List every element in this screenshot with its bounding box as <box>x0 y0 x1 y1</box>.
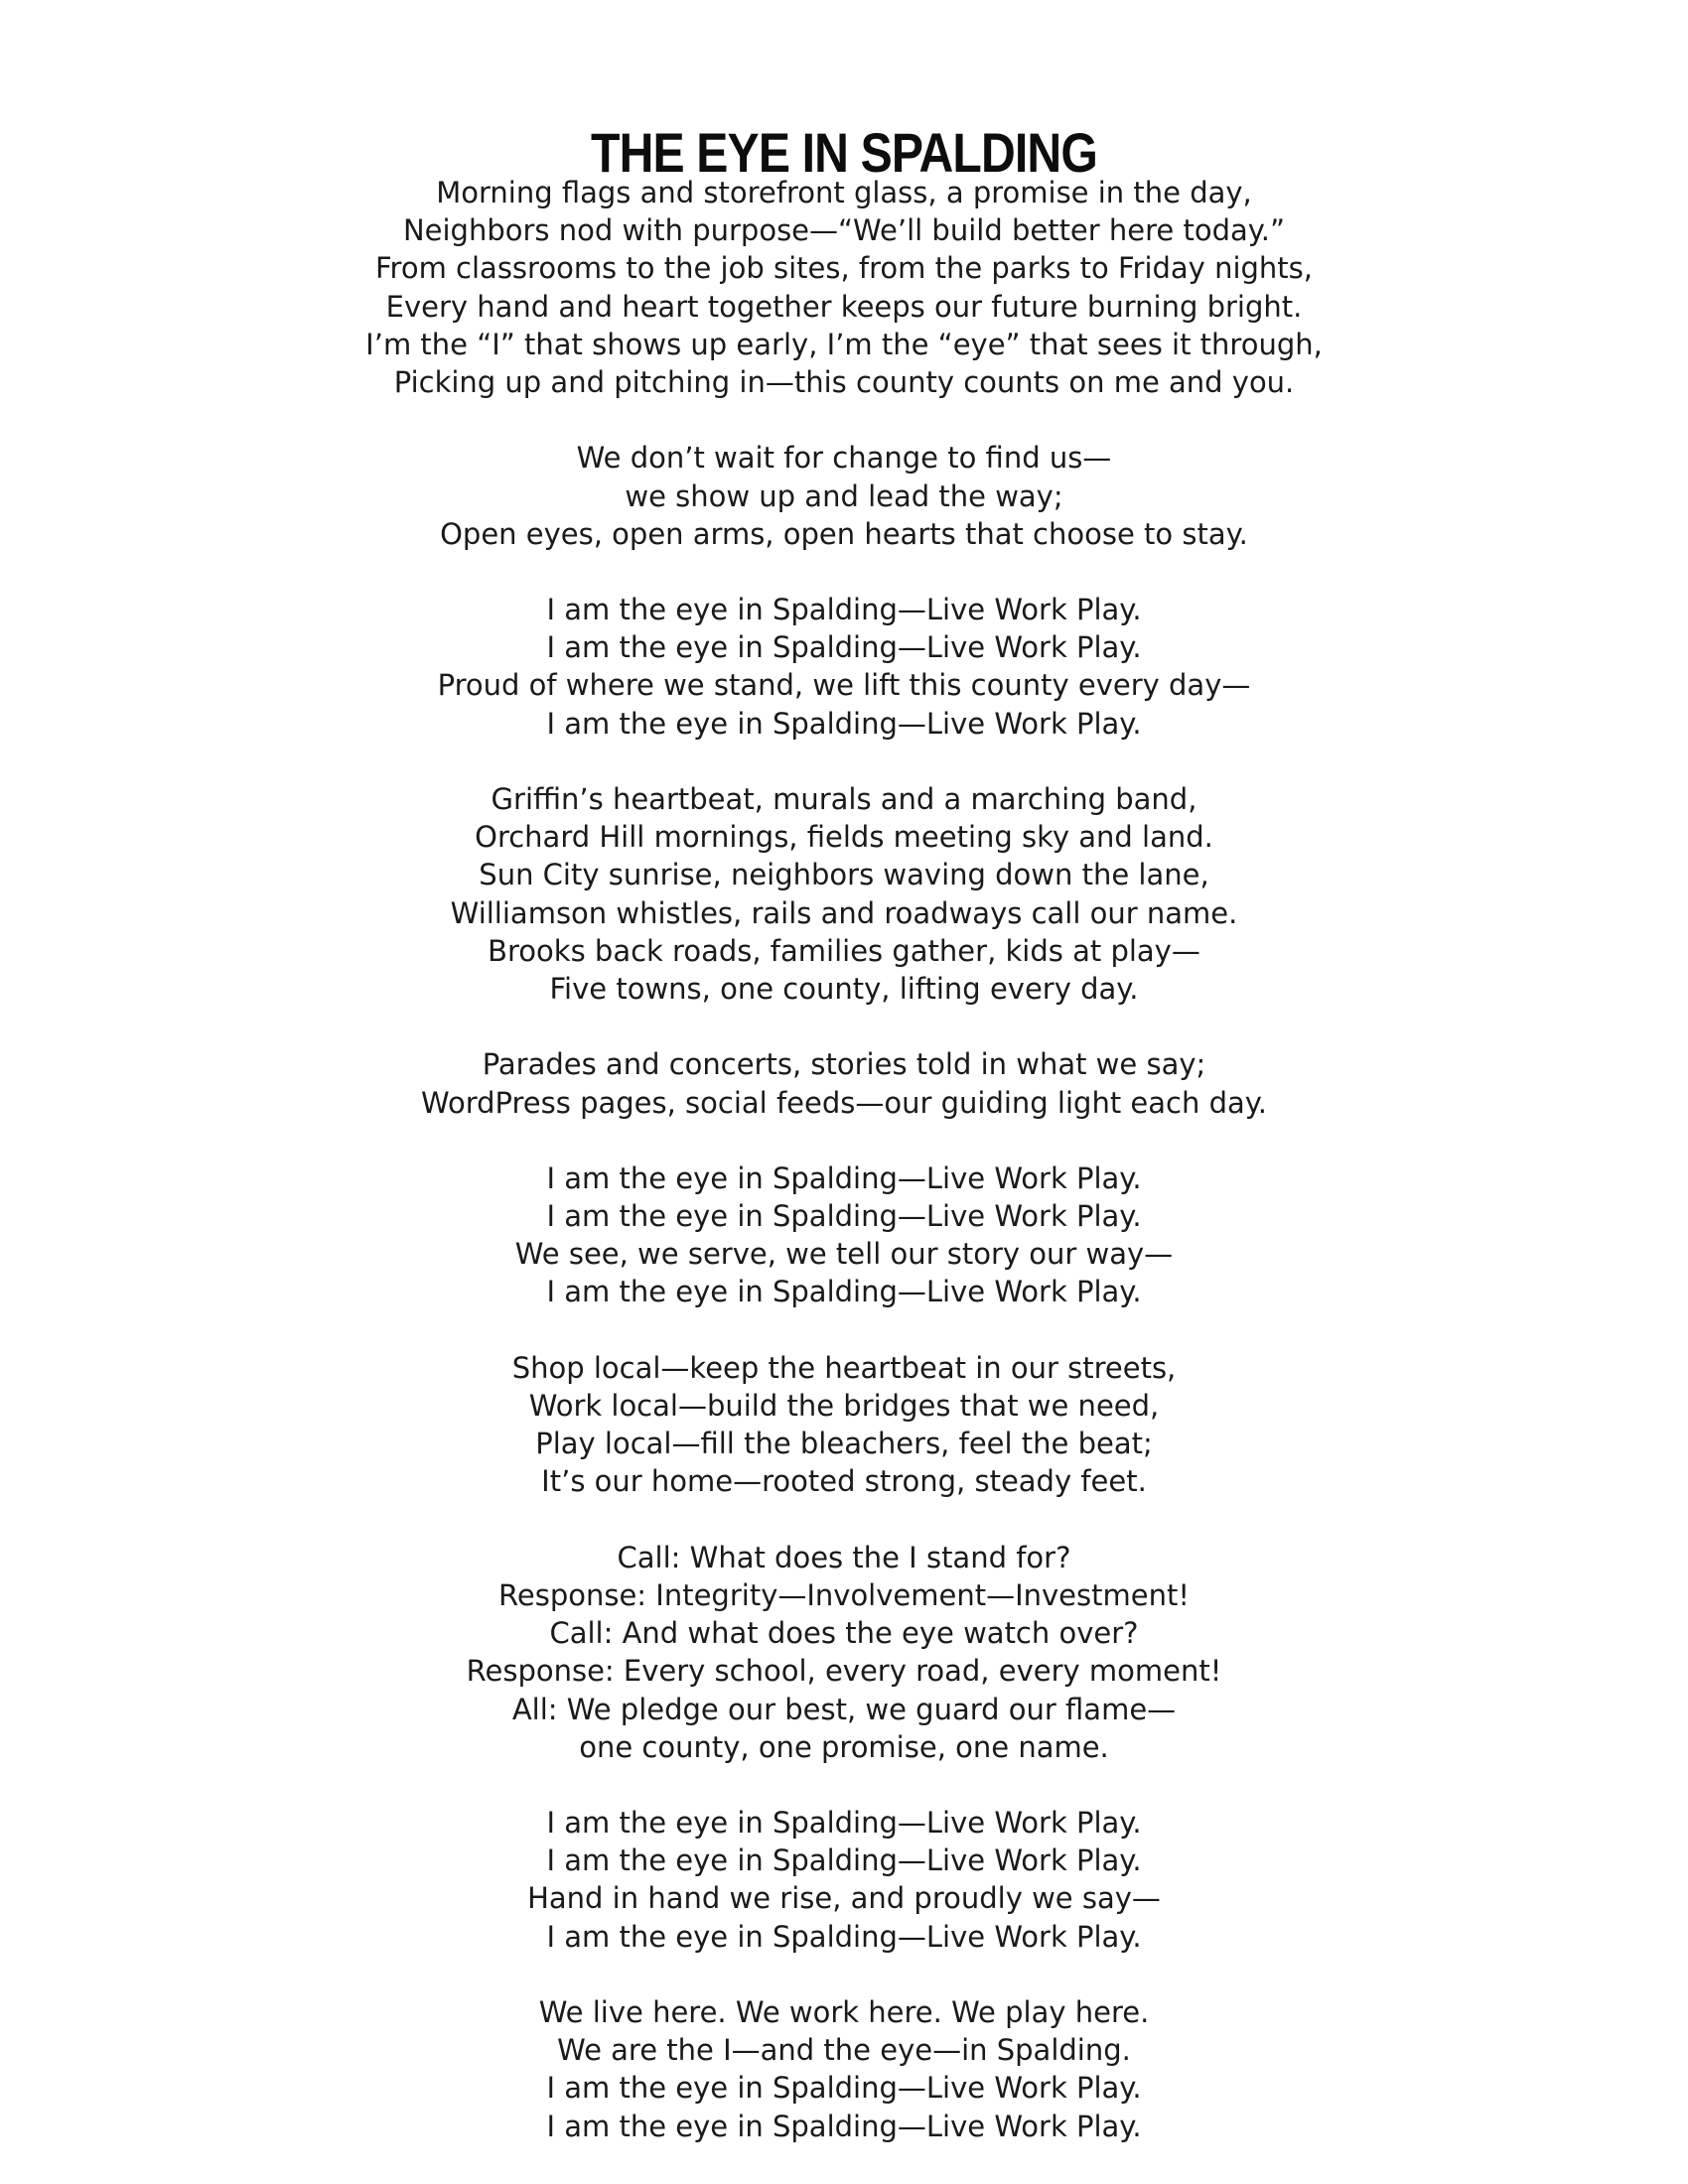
stanza <box>0 1804 1688 1956</box>
poem-line: Williamson whistles, rails and roadways call our name. <box>450 895 1238 930</box>
poem-line: I am the eye in Spalding—Live Work Play. <box>546 2109 1142 2143</box>
stanza <box>0 1160 1688 1311</box>
poem-line: Response: Integrity—Involvement—Investment! <box>498 1577 1190 1612</box>
poem-line: Orchard Hill mornings, fields meeting sky and land. <box>475 820 1213 855</box>
poem-line: Sun City sunrise, neighbors waving down the lane, <box>479 858 1209 892</box>
poem-line: Call: What does the I stand for? <box>617 1540 1071 1574</box>
poem-line: Parades and concerts, stories told in what we say; <box>482 1047 1206 1082</box>
poem-title: THE EYE IN SPALDING <box>591 120 1097 184</box>
poem-line: Call: And what does the eye watch over? <box>549 1616 1139 1651</box>
poem-line: I am the eye in Spalding—Live Work Play. <box>546 593 1142 627</box>
poem-line: Every hand and heart together keeps our future burning bright. <box>385 289 1303 324</box>
poem-line: We don’t wait for change to find us— <box>576 441 1112 476</box>
poem-line: Five towns, one county, lifting every day. <box>549 971 1139 1006</box>
poem-line: Neighbors nod with purpose—“We’ll build better here today.” <box>402 213 1286 248</box>
poem-line: we show up and lead the way; <box>625 478 1063 513</box>
poem-line: Griffin’s heartbeat, murals and a marching band, <box>491 782 1197 816</box>
stanza <box>0 591 1688 743</box>
stanza <box>0 439 1688 553</box>
poem-line: I am the eye in Spalding—Live Work Play. <box>546 1843 1142 1878</box>
poem-line: Picking up and pitching in—this county counts on me and you. <box>393 364 1295 399</box>
poem-line: I am the eye in Spalding—Live Work Play. <box>546 706 1142 741</box>
stanza <box>0 1539 1688 1766</box>
poem-line: I am the eye in Spalding—Live Work Play. <box>546 1160 1142 1195</box>
poem-line: We live here. We work here. We play here. <box>538 1995 1150 2029</box>
poem-line: Proud of where we stand, we lift this county every day— <box>437 668 1251 703</box>
poem-line: We see, we serve, we tell our story our way— <box>514 1237 1174 1272</box>
stanza <box>0 1045 1688 1121</box>
stanza <box>0 780 1688 1008</box>
poem-line: From classrooms to the job sites, from the parks to Friday nights, <box>374 251 1313 286</box>
poem-line: It’s our home—rooted strong, steady feet. <box>541 1464 1147 1499</box>
poem-line: We are the I—and the eye—in Spalding. <box>557 2033 1131 2068</box>
poem-line: WordPress pages, social feeds—our guiding light each day. <box>420 1085 1268 1120</box>
stanza <box>0 1349 1688 1501</box>
poem-line: Hand in hand we rise, and proudly we say— <box>527 1881 1161 1916</box>
poem-line: Brooks back roads, families gather, kids at play— <box>488 933 1200 968</box>
poem-line: Morning flags and storefront glass, a promise in the day, <box>436 176 1252 209</box>
poem-line: one county, one promise, one name. <box>579 1729 1109 1764</box>
poem-line: I am the eye in Spalding—Live Work Play. <box>546 630 1142 665</box>
poem-line: All: We pledge our best, we guard our flame— <box>511 1692 1177 1726</box>
poem-line: I am the eye in Spalding—Live Work Play. <box>546 1199 1142 1234</box>
poem-line: Play local—fill the bleachers, feel the beat; <box>535 1427 1153 1461</box>
poem-line: I’m the “I” that shows up early, I’m the “eye” that sees it through, <box>365 327 1323 361</box>
poem-line: I am the eye in Spalding—Live Work Play. <box>546 1919 1142 1954</box>
poem-line: Open eyes, open arms, open hearts that choose to stay. <box>440 516 1248 551</box>
poem-body <box>0 174 1688 2145</box>
poem-line: Response: Every school, every road, every moment! <box>466 1654 1222 1689</box>
poem-line: I am the eye in Spalding—Live Work Play. <box>546 1275 1142 1309</box>
stanza <box>0 174 1688 401</box>
poem-line: Shop local—keep the heartbeat in our streets, <box>511 1350 1177 1385</box>
poem-line: I am the eye in Spalding—Live Work Play. <box>546 1806 1142 1841</box>
poem-line: I am the eye in Spalding—Live Work Play. <box>546 2071 1142 2106</box>
poem-line: Work local—build the bridges that we need, <box>528 1389 1160 1423</box>
stanza <box>0 1993 1688 2145</box>
